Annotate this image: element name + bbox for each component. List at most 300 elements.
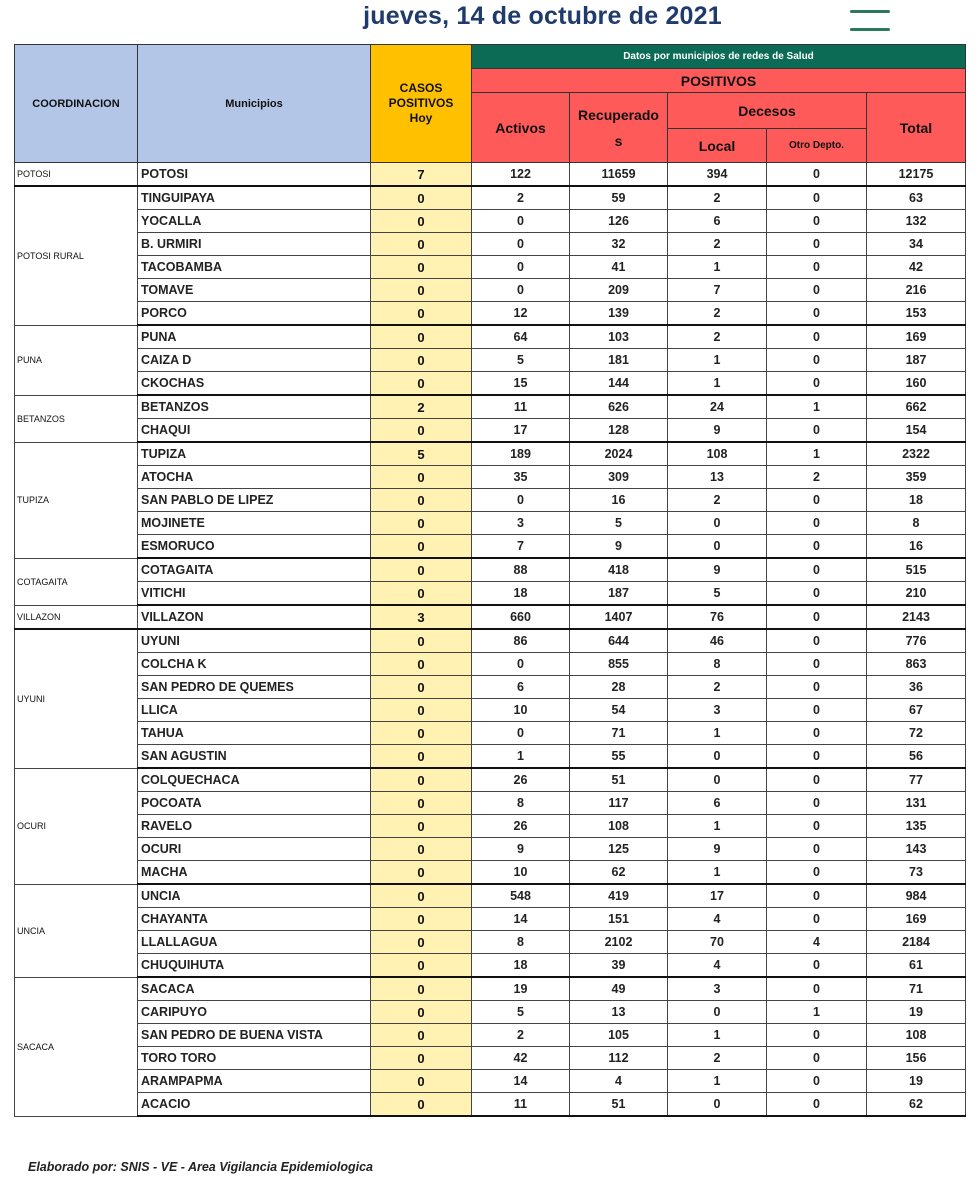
municipio-name: CKOCHAS bbox=[138, 372, 371, 396]
total-value: 216 bbox=[867, 279, 966, 302]
table-row bbox=[15, 582, 966, 606]
casos-hoy: 0 bbox=[371, 1047, 472, 1070]
table-row bbox=[15, 861, 966, 885]
municipio-name: CAIZA D bbox=[138, 349, 371, 372]
casos-hoy: 0 bbox=[371, 1070, 472, 1093]
decesos-otro-value: 0 bbox=[767, 629, 867, 653]
covid-cases-table bbox=[14, 44, 966, 1117]
casos-hoy: 0 bbox=[371, 489, 472, 512]
total-value: 67 bbox=[867, 699, 966, 722]
casos-hoy: 0 bbox=[371, 372, 472, 396]
table-row bbox=[15, 629, 966, 653]
activos-value: 18 bbox=[472, 954, 570, 978]
table-row bbox=[15, 676, 966, 699]
municipio-name: LLICA bbox=[138, 699, 371, 722]
table-row bbox=[15, 1001, 966, 1024]
activos-value: 15 bbox=[472, 372, 570, 396]
municipio-name: TOMAVE bbox=[138, 279, 371, 302]
col-casos-positivos-hoy bbox=[371, 45, 472, 163]
casos-hoy: 0 bbox=[371, 815, 472, 838]
activos-value: 11 bbox=[472, 395, 570, 419]
activos-value: 42 bbox=[472, 1047, 570, 1070]
total-value: 984 bbox=[867, 884, 966, 908]
activos-value: 11 bbox=[472, 1093, 570, 1117]
municipio-name: COLCHA K bbox=[138, 653, 371, 676]
decesos-otro-value: 0 bbox=[767, 419, 867, 443]
municipio-name: PUNA bbox=[138, 325, 371, 349]
decesos-otro-value: 0 bbox=[767, 676, 867, 699]
municipio-name: SAN PEDRO DE BUENA VISTA bbox=[138, 1024, 371, 1047]
total-value: 359 bbox=[867, 466, 966, 489]
table-row bbox=[15, 442, 966, 466]
total-value: 169 bbox=[867, 325, 966, 349]
col-activos: Activos bbox=[472, 93, 570, 163]
activos-value: 14 bbox=[472, 1070, 570, 1093]
recuperados-value: 151 bbox=[570, 908, 668, 931]
recuperados-value: 28 bbox=[570, 676, 668, 699]
recuperados-value: 32 bbox=[570, 233, 668, 256]
municipio-name: YOCALLA bbox=[138, 210, 371, 233]
col-otro-depto: Otro Depto. bbox=[767, 129, 867, 163]
recuperados-value: 9 bbox=[570, 535, 668, 559]
municipio-name: TUPIZA bbox=[138, 442, 371, 466]
recuperados-value: 309 bbox=[570, 466, 668, 489]
activos-value: 0 bbox=[472, 653, 570, 676]
table-row bbox=[15, 884, 966, 908]
decesos-local-value: 13 bbox=[668, 466, 767, 489]
activos-value: 2 bbox=[472, 1024, 570, 1047]
coordinacion-cell: BETANZOS bbox=[15, 395, 138, 442]
recuperados-value: 117 bbox=[570, 792, 668, 815]
casos-hoy: 0 bbox=[371, 676, 472, 699]
decesos-local-value: 3 bbox=[668, 977, 767, 1001]
casos-hoy: 0 bbox=[371, 419, 472, 443]
casos-hoy: 0 bbox=[371, 1001, 472, 1024]
total-value: 12175 bbox=[867, 163, 966, 187]
total-value: 56 bbox=[867, 745, 966, 769]
decesos-otro-value: 0 bbox=[767, 302, 867, 326]
activos-value: 0 bbox=[472, 279, 570, 302]
casos-hoy: 0 bbox=[371, 210, 472, 233]
casos-hoy: 0 bbox=[371, 908, 472, 931]
activos-value: 122 bbox=[472, 163, 570, 187]
activos-value: 0 bbox=[472, 722, 570, 745]
decesos-local-value: 24 bbox=[668, 395, 767, 419]
recuperados-value: 2024 bbox=[570, 442, 668, 466]
decesos-local-value: 9 bbox=[668, 558, 767, 582]
activos-value: 14 bbox=[472, 908, 570, 931]
table-row bbox=[15, 558, 966, 582]
coordinacion-cell: POTOSI bbox=[15, 163, 138, 187]
recuperados-value: 139 bbox=[570, 302, 668, 326]
recuperados-value: 51 bbox=[570, 768, 668, 792]
decesos-otro-value: 0 bbox=[767, 954, 867, 978]
decesos-otro-value: 0 bbox=[767, 699, 867, 722]
coordinacion-cell: POTOSI RURAL bbox=[15, 186, 138, 325]
decesos-otro-value: 0 bbox=[767, 210, 867, 233]
casos-hoy: 0 bbox=[371, 931, 472, 954]
decesos-local-value: 0 bbox=[668, 1001, 767, 1024]
decesos-otro-value: 0 bbox=[767, 908, 867, 931]
total-value: 131 bbox=[867, 792, 966, 815]
decesos-otro-value: 0 bbox=[767, 279, 867, 302]
casos-line2: POSITIVOS bbox=[388, 96, 454, 110]
table-row bbox=[15, 466, 966, 489]
decesos-otro-value: 0 bbox=[767, 722, 867, 745]
municipio-name: PORCO bbox=[138, 302, 371, 326]
municipio-name: POTOSI bbox=[138, 163, 371, 187]
coordinacion-cell: VILLAZON bbox=[15, 605, 138, 629]
col-local: Local bbox=[668, 129, 767, 163]
total-value: 18 bbox=[867, 489, 966, 512]
table-row bbox=[15, 792, 966, 815]
activos-value: 12 bbox=[472, 302, 570, 326]
recuperados-value: 1407 bbox=[570, 605, 668, 629]
municipio-name: CARIPUYO bbox=[138, 1001, 371, 1024]
activos-value: 0 bbox=[472, 489, 570, 512]
decesos-otro-value: 0 bbox=[767, 605, 867, 629]
table-row bbox=[15, 1047, 966, 1070]
casos-hoy: 0 bbox=[371, 256, 472, 279]
decesos-otro-value: 0 bbox=[767, 233, 867, 256]
table-row bbox=[15, 1093, 966, 1117]
casos-hoy: 0 bbox=[371, 884, 472, 908]
casos-hoy: 0 bbox=[371, 838, 472, 861]
recuperados-value: 51 bbox=[570, 1093, 668, 1117]
coordinacion-cell: COTAGAITA bbox=[15, 558, 138, 605]
decesos-otro-value: 0 bbox=[767, 558, 867, 582]
total-value: 19 bbox=[867, 1070, 966, 1093]
decesos-local-value: 2 bbox=[668, 186, 767, 210]
coordinacion-cell: TUPIZA bbox=[15, 442, 138, 558]
table-row bbox=[15, 489, 966, 512]
activos-value: 26 bbox=[472, 815, 570, 838]
casos-hoy: 0 bbox=[371, 279, 472, 302]
recuperados-value: 181 bbox=[570, 349, 668, 372]
municipio-name: CHAYANTA bbox=[138, 908, 371, 931]
table-row bbox=[15, 325, 966, 349]
total-value: 8 bbox=[867, 512, 966, 535]
coordinacion-cell: SACACA bbox=[15, 977, 138, 1116]
decesos-otro-value: 0 bbox=[767, 186, 867, 210]
decesos-local-value: 0 bbox=[668, 1093, 767, 1117]
casos-line1: CASOS bbox=[399, 81, 443, 95]
casos-hoy: 3 bbox=[371, 605, 472, 629]
decesos-local-value: 76 bbox=[668, 605, 767, 629]
total-value: 2322 bbox=[867, 442, 966, 466]
total-value: 16 bbox=[867, 535, 966, 559]
municipio-name: SAN AGUSTIN bbox=[138, 745, 371, 769]
recuperados-value: 16 bbox=[570, 489, 668, 512]
total-value: 160 bbox=[867, 372, 966, 396]
decesos-local-value: 9 bbox=[668, 838, 767, 861]
decesos-local-value: 9 bbox=[668, 419, 767, 443]
table-row bbox=[15, 279, 966, 302]
decesos-local-value: 2 bbox=[668, 233, 767, 256]
municipio-name: LLALLAGUA bbox=[138, 931, 371, 954]
decesos-local-value: 8 bbox=[668, 653, 767, 676]
table-row bbox=[15, 1070, 966, 1093]
total-value: 156 bbox=[867, 1047, 966, 1070]
table-row bbox=[15, 931, 966, 954]
decesos-local-value: 2 bbox=[668, 325, 767, 349]
recuperados-value: 2102 bbox=[570, 931, 668, 954]
activos-value: 6 bbox=[472, 676, 570, 699]
casos-line3: Hoy bbox=[409, 111, 433, 125]
casos-hoy: 0 bbox=[371, 977, 472, 1001]
casos-hoy: 5 bbox=[371, 442, 472, 466]
activos-value: 0 bbox=[472, 256, 570, 279]
total-value: 77 bbox=[867, 768, 966, 792]
decesos-otro-value: 0 bbox=[767, 372, 867, 396]
table-row bbox=[15, 699, 966, 722]
decesos-local-value: 2 bbox=[668, 489, 767, 512]
recuperados-value: 108 bbox=[570, 815, 668, 838]
activos-value: 8 bbox=[472, 931, 570, 954]
municipio-name: CHUQUIHUTA bbox=[138, 954, 371, 978]
decesos-otro-value: 0 bbox=[767, 1047, 867, 1070]
table-row bbox=[15, 768, 966, 792]
total-value: 143 bbox=[867, 838, 966, 861]
recuperados-value: 41 bbox=[570, 256, 668, 279]
recuperados-value: 13 bbox=[570, 1001, 668, 1024]
casos-hoy: 0 bbox=[371, 699, 472, 722]
total-value: 2143 bbox=[867, 605, 966, 629]
total-value: 2184 bbox=[867, 931, 966, 954]
casos-hoy: 0 bbox=[371, 325, 472, 349]
coordinacion-cell: OCURI bbox=[15, 768, 138, 884]
municipio-name: TAHUA bbox=[138, 722, 371, 745]
decesos-otro-value: 0 bbox=[767, 163, 867, 187]
table-row bbox=[15, 1024, 966, 1047]
municipio-name: UNCIA bbox=[138, 884, 371, 908]
decesos-otro-value: 1 bbox=[767, 1001, 867, 1024]
total-value: 154 bbox=[867, 419, 966, 443]
total-value: 515 bbox=[867, 558, 966, 582]
municipio-name: COLQUECHACA bbox=[138, 768, 371, 792]
casos-hoy: 0 bbox=[371, 535, 472, 559]
municipio-name: B. URMIRI bbox=[138, 233, 371, 256]
recuperados-value: 11659 bbox=[570, 163, 668, 187]
municipio-name: VITICHI bbox=[138, 582, 371, 606]
decesos-otro-value: 0 bbox=[767, 977, 867, 1001]
table-row bbox=[15, 256, 966, 279]
total-value: 72 bbox=[867, 722, 966, 745]
decesos-local-value: 1 bbox=[668, 256, 767, 279]
table-row bbox=[15, 535, 966, 559]
recuperados-value: 59 bbox=[570, 186, 668, 210]
activos-value: 19 bbox=[472, 977, 570, 1001]
decesos-otro-value: 0 bbox=[767, 582, 867, 606]
municipio-name: RAVELO bbox=[138, 815, 371, 838]
casos-hoy: 0 bbox=[371, 722, 472, 745]
decesos-local-value: 70 bbox=[668, 931, 767, 954]
col-municipios: Municipios bbox=[138, 45, 371, 163]
municipio-name: MACHA bbox=[138, 861, 371, 885]
recuperados-value: 54 bbox=[570, 699, 668, 722]
decesos-otro-value: 0 bbox=[767, 512, 867, 535]
municipio-name: COTAGAITA bbox=[138, 558, 371, 582]
decesos-otro-value: 0 bbox=[767, 256, 867, 279]
recuperados-value: 126 bbox=[570, 210, 668, 233]
activos-value: 88 bbox=[472, 558, 570, 582]
casos-hoy: 0 bbox=[371, 466, 472, 489]
decesos-local-value: 7 bbox=[668, 279, 767, 302]
decesos-otro-value: 0 bbox=[767, 535, 867, 559]
coordinacion-cell: UYUNI bbox=[15, 629, 138, 768]
activos-value: 10 bbox=[472, 861, 570, 885]
municipio-name: MOJINETE bbox=[138, 512, 371, 535]
recuperados-value: 418 bbox=[570, 558, 668, 582]
decesos-local-value: 1 bbox=[668, 349, 767, 372]
municipio-name: ACACIO bbox=[138, 1093, 371, 1117]
total-value: 63 bbox=[867, 186, 966, 210]
logo-fragment bbox=[850, 0, 940, 4]
casos-hoy: 0 bbox=[371, 186, 472, 210]
recuperados-value: 187 bbox=[570, 582, 668, 606]
decesos-otro-value: 0 bbox=[767, 745, 867, 769]
recuperados-value: 128 bbox=[570, 419, 668, 443]
activos-value: 26 bbox=[472, 768, 570, 792]
activos-value: 5 bbox=[472, 349, 570, 372]
decesos-local-value: 1 bbox=[668, 861, 767, 885]
total-value: 34 bbox=[867, 233, 966, 256]
casos-hoy: 0 bbox=[371, 653, 472, 676]
decesos-local-value: 0 bbox=[668, 768, 767, 792]
recuperados-value: 209 bbox=[570, 279, 668, 302]
total-value: 863 bbox=[867, 653, 966, 676]
casos-hoy: 0 bbox=[371, 1024, 472, 1047]
table-row bbox=[15, 186, 966, 210]
decesos-local-value: 4 bbox=[668, 954, 767, 978]
footer-credit: Elaborado por: SNIS - VE - Area Vigilancia Epidemiologica bbox=[28, 1160, 373, 1174]
decesos-local-value: 4 bbox=[668, 908, 767, 931]
recuperados-value: 103 bbox=[570, 325, 668, 349]
total-value: 132 bbox=[867, 210, 966, 233]
casos-hoy: 0 bbox=[371, 629, 472, 653]
decesos-otro-value: 0 bbox=[767, 349, 867, 372]
activos-value: 18 bbox=[472, 582, 570, 606]
decesos-local-value: 1 bbox=[668, 372, 767, 396]
municipio-name: TINGUIPAYA bbox=[138, 186, 371, 210]
decesos-otro-value: 0 bbox=[767, 861, 867, 885]
decesos-otro-value: 0 bbox=[767, 838, 867, 861]
decesos-otro-value: 0 bbox=[767, 768, 867, 792]
table-row bbox=[15, 163, 966, 187]
municipio-name: ARAMPAPMA bbox=[138, 1070, 371, 1093]
total-value: 153 bbox=[867, 302, 966, 326]
decesos-local-value: 2 bbox=[668, 302, 767, 326]
decesos-otro-value: 0 bbox=[767, 653, 867, 676]
municipio-name: OCURI bbox=[138, 838, 371, 861]
decesos-otro-value: 2 bbox=[767, 466, 867, 489]
decesos-otro-value: 0 bbox=[767, 792, 867, 815]
activos-value: 660 bbox=[472, 605, 570, 629]
table-row bbox=[15, 233, 966, 256]
coordinacion-cell: PUNA bbox=[15, 325, 138, 395]
decesos-local-value: 1 bbox=[668, 1024, 767, 1047]
casos-hoy: 0 bbox=[371, 1093, 472, 1117]
recuperados-value: 626 bbox=[570, 395, 668, 419]
activos-value: 8 bbox=[472, 792, 570, 815]
decesos-local-value: 0 bbox=[668, 535, 767, 559]
total-value: 36 bbox=[867, 676, 966, 699]
activos-value: 10 bbox=[472, 699, 570, 722]
decesos-local-value: 6 bbox=[668, 792, 767, 815]
decesos-local-value: 3 bbox=[668, 699, 767, 722]
decesos-otro-value: 0 bbox=[767, 815, 867, 838]
decesos-local-value: 17 bbox=[668, 884, 767, 908]
casos-hoy: 0 bbox=[371, 512, 472, 535]
total-value: 19 bbox=[867, 1001, 966, 1024]
activos-value: 0 bbox=[472, 210, 570, 233]
decesos-otro-value: 0 bbox=[767, 489, 867, 512]
decesos-local-value: 46 bbox=[668, 629, 767, 653]
total-value: 108 bbox=[867, 1024, 966, 1047]
recuperados-value: 62 bbox=[570, 861, 668, 885]
activos-value: 1 bbox=[472, 745, 570, 769]
recuperados-line1: Recuperado bbox=[578, 106, 659, 123]
municipio-name: VILLAZON bbox=[138, 605, 371, 629]
activos-value: 7 bbox=[472, 535, 570, 559]
total-value: 776 bbox=[867, 629, 966, 653]
total-value: 187 bbox=[867, 349, 966, 372]
decesos-local-value: 2 bbox=[668, 1047, 767, 1070]
table-row bbox=[15, 372, 966, 396]
table-row bbox=[15, 349, 966, 372]
recuperados-value: 125 bbox=[570, 838, 668, 861]
casos-hoy: 0 bbox=[371, 558, 472, 582]
table-row bbox=[15, 838, 966, 861]
report-date: jueves, 14 de octubre de 2021 bbox=[363, 2, 722, 30]
total-value: 210 bbox=[867, 582, 966, 606]
municipio-name: CHAQUI bbox=[138, 419, 371, 443]
decesos-local-value: 1 bbox=[668, 1070, 767, 1093]
decesos-local-value: 0 bbox=[668, 512, 767, 535]
table-row bbox=[15, 512, 966, 535]
activos-value: 35 bbox=[472, 466, 570, 489]
recuperados-value: 49 bbox=[570, 977, 668, 1001]
total-value: 662 bbox=[867, 395, 966, 419]
recuperados-value: 112 bbox=[570, 1047, 668, 1070]
municipio-name: ESMORUCO bbox=[138, 535, 371, 559]
table-row bbox=[15, 722, 966, 745]
recuperados-line2: s bbox=[614, 132, 623, 149]
casos-hoy: 0 bbox=[371, 745, 472, 769]
recuperados-value: 71 bbox=[570, 722, 668, 745]
recuperados-value: 5 bbox=[570, 512, 668, 535]
recuperados-value: 855 bbox=[570, 653, 668, 676]
total-value: 61 bbox=[867, 954, 966, 978]
casos-hoy: 0 bbox=[371, 954, 472, 978]
decesos-local-value: 108 bbox=[668, 442, 767, 466]
total-value: 169 bbox=[867, 908, 966, 931]
decesos-local-value: 0 bbox=[668, 745, 767, 769]
municipio-name: POCOATA bbox=[138, 792, 371, 815]
decesos-otro-value: 0 bbox=[767, 325, 867, 349]
casos-hoy: 0 bbox=[371, 582, 472, 606]
municipio-name: SACACA bbox=[138, 977, 371, 1001]
casos-hoy: 7 bbox=[371, 163, 472, 187]
total-value: 62 bbox=[867, 1093, 966, 1117]
decesos-local-value: 5 bbox=[668, 582, 767, 606]
casos-hoy: 0 bbox=[371, 349, 472, 372]
municipio-name: SAN PABLO DE LIPEZ bbox=[138, 489, 371, 512]
decesos-local-value: 2 bbox=[668, 676, 767, 699]
casos-hoy: 2 bbox=[371, 395, 472, 419]
table-row bbox=[15, 395, 966, 419]
activos-value: 3 bbox=[472, 512, 570, 535]
